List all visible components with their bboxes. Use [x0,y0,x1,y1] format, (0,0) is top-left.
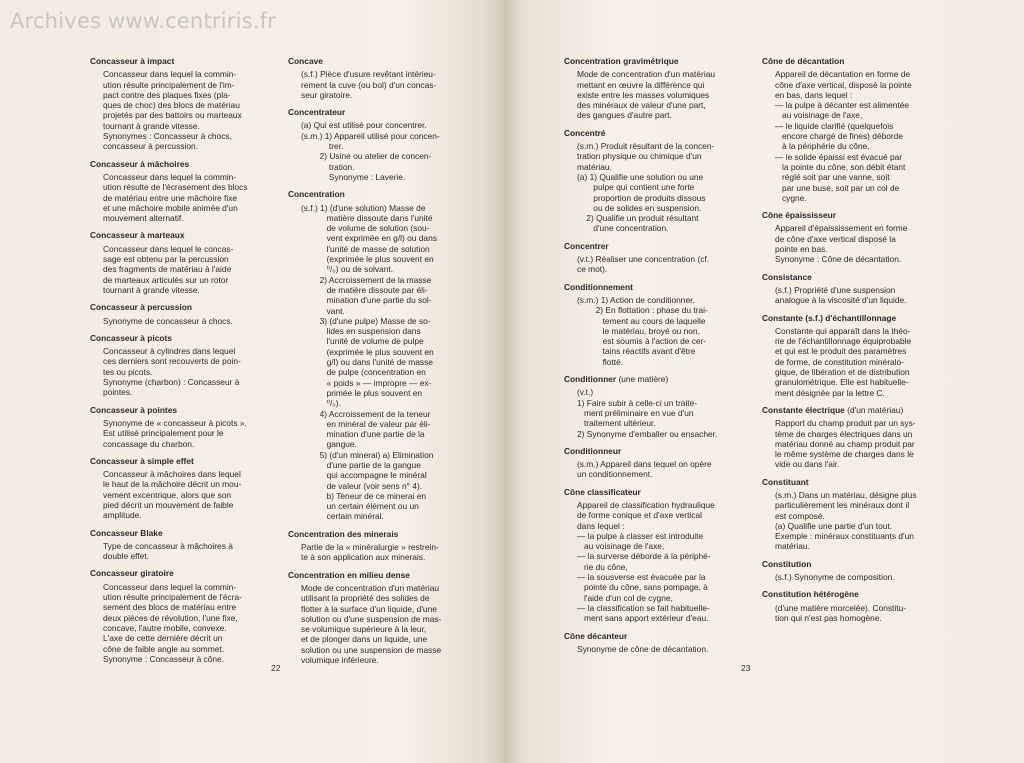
glossary-entry [762,405,942,470]
entry-line: ment désignée par la lettre C. [775,387,885,398]
entry-line: Synonyme de concasseur à chocs. [103,315,233,326]
entry-line: g/l) ou dans l'unité de masse [301,357,433,368]
entry-line: gique, de libération et de distribution [775,367,910,378]
entry-line: vant. [301,305,345,316]
entry-term: Concasseur à picots [90,332,172,343]
entry-line: en bas, dans lequel : [775,89,853,100]
entry-line: 2) Usine ou atelier de concen- [301,151,432,162]
glossary-entry [288,189,468,522]
glossary-entry [288,529,468,563]
entry-line: Synonyme de « concasseur à picots ». [103,417,247,428]
entry-line: dans lequel : [577,520,625,531]
entry-line: (s.m.) Appareil dans lequel on opère [577,459,712,470]
entry-line: Synonyme (charbon) : Concasseur à [103,377,240,388]
entry-line: trer. [301,141,344,152]
entry-line: (d'une matière morcelée). Constitu- [775,602,906,613]
entry-line: Exemple : minéraux constituants d'un [775,531,914,542]
entry-term: Concasseur à impact [90,56,175,66]
entry-line: Concasseur à cylindres dans lequel [103,346,236,357]
entry-line: proportion de produits dissous [577,192,706,203]
entry-line: en minéral de valeur par éli- [301,418,431,429]
entry-line: se volumique supérieure à la leur, [301,624,427,635]
entry-line: au voisinage de l'axe, [775,110,863,121]
entry-line: l'unité de masse de solution [301,243,430,254]
entry-line: (s.m.) Produit résultant de la concen- [577,141,715,152]
entry-line: pointe du cône, sans pompage, à [577,582,708,593]
entry-line: tains réactifs avant d'être [577,346,696,357]
entry-line: (s.m.) 1) Action de conditionner. [577,294,695,305]
entry-line: 4) Accroissement de la teneur [301,408,431,419]
entry-term: Concasseur giratoire [90,568,174,579]
entry-line: (exprimée le plus souvent en [301,254,434,265]
entry-line: et une mâchoire mobile animée d'un [103,202,238,213]
entry-line: Rapport du champ produit par un sys- [775,418,916,429]
entry-line: vide ou dans l'air. [775,459,840,470]
entry-line: un conditionnement. [577,469,653,480]
entry-line: — le liquide clarifié (quelquefois [775,120,894,131]
entry-line: est soumis à l'action de cer- [577,336,707,347]
entry-line: de forme, de constitution minéralo- [775,356,904,367]
entry-line: ution résulte principalement de l'im- [103,79,235,90]
entry-line: de marteaux articulés sur un rotor [103,274,229,285]
entry-line: 5) (d'un minerai) a) Elimination [301,449,434,460]
entry-line: 1) Faire subir à celle-ci un traite- [577,397,698,408]
entry-term: Cône classificateur [564,486,641,497]
entry-line: 2) Accroissement de la masse [301,274,432,285]
entry-line: et qui est le produit des paramètres [775,346,907,357]
entry-line: — la classification se fait habituelle- [577,602,710,613]
entry-line: le matériau, broyé ou non, [577,325,700,336]
watermark: Archives www.centriris.fr [10,9,277,33]
glossary-entry [288,107,468,182]
right-page [504,0,1024,763]
entry-term: Concentrateur [288,107,346,118]
entry-line: de volume de solution (sou- [301,223,430,234]
entry-line: Appareil de décantation en forme de [775,69,911,80]
entry-line: deux pièces de révolution, l'une fixe, [103,612,238,623]
entry-line: concave, l'autre mobile, convexe. [103,622,227,633]
entry-term-note: (d'un matériau) [847,404,904,415]
entry-line: Est utilisé principalement pour le [103,428,224,439]
entry-line: Concasseur dans lequel le concas- [103,243,234,254]
entry-line: et de plonger dans un liquide, une [301,634,428,645]
entry-line: ment sans apport extérieur d'eau. [577,613,709,624]
glossary-entry [90,456,268,521]
entry-line: des gangues d'autre part. [577,110,672,121]
entry-line: traitement ultérieur. [577,418,656,429]
entry-line: — la pulpe à classer est introduite [577,530,704,541]
entry-line: ution résulte principalement de l'écra- [103,592,242,603]
entry-line: au voisinage de l'axe, [577,541,665,552]
entry-line: de matière dissoute par éli- [301,284,428,295]
entry-line: 2) En flottation : phase du trai- [577,305,708,316]
glossary-entry [564,631,742,655]
entry-line: rement la cuve (ou bol) d'un concas- [301,79,437,90]
entry-line: tournant à grande vitesse. [103,120,200,131]
right-column-2 [762,56,942,630]
entry-line: réglé soit par une vanne, soit [775,172,890,183]
entry-line: tration. [301,161,355,172]
entry-term: Concasseur à simple effet [90,455,194,466]
left-column-2 [288,56,468,672]
entry-line: vent exprimée en g/l) ou dans [301,233,437,244]
entry-term: Conditionneur [564,445,622,456]
entry-line: (s.f.) Propriété d'une suspension [775,284,896,295]
page-number-left: 22 [271,663,281,673]
entry-line: Synonyme de cône de décantation. [577,643,709,654]
glossary-entry [90,159,268,224]
entry-line: Constante qui apparaît dans la théo- [775,325,911,336]
entry-line: (s.m.) 1) Appareil utilisé pour concen- [301,130,440,141]
entry-line: Synonyme : Cône de décantation. [775,254,902,265]
entry-term: Cône décanteur [564,630,628,641]
entry-line: la pointe du cône, son débit étant [775,161,906,172]
entry-line: tème de charges électriques dans un [775,428,913,439]
entry-line: l'unité de volume de pulpe [301,336,424,347]
entry-line: L'axe de cette dernière décrit un [103,633,223,644]
entry-line: (v.t.) Réaliser une concentration (cf. [577,254,710,265]
entry-line: cône de faible angle au sommet. [103,643,225,654]
entry-line: un certain élément ou un [301,501,419,512]
entry-line: primée le plus souvent en [301,387,423,398]
entry-term: Cône de décantation [762,56,845,66]
entry-line: Concasseur dans lequel la commin- [103,171,237,182]
entry-line: à la périphérie du cône, [775,141,870,152]
entry-term: Constituant [762,476,809,487]
entry-line: concasseur à percussion. [103,141,198,152]
entry-line: existe entre les masses volumiques [577,89,710,100]
entry-line: mettant en œuvre la différence qui [577,79,705,90]
entry-line: te à son application aux minerais. [301,552,426,563]
entry-line: matière dissoute dans l'unité [301,212,433,223]
glossary-entry [90,302,268,326]
entry-line: rie du cône, [577,561,628,572]
glossary-entry [564,56,742,121]
glossary-entry [762,313,942,398]
entry-line: ce mot). [577,264,608,275]
entry-line: le même système de charges dans le [775,449,914,460]
entry-line: ces derniers sont recouverts de poin- [103,356,241,367]
entry-line: — le solide épaissi est évacué par [775,151,903,162]
entry-line: tes ou picots. [103,366,153,377]
entry-term: Concentration en milieu dense [288,569,410,580]
entry-line: — la surverse déborde à la périphé- [577,551,711,562]
entry-line: l'aide d'un col de cygne, [577,592,673,603]
entry-line: « poids » — impropre — ex- [301,377,432,388]
entry-line: flotter à la surface d'un liquide, d'une [301,603,437,614]
entry-line: de forme conique et d'axe vertical [577,510,702,521]
entry-line: ques de choc) des blocs de matériau [103,100,240,111]
entry-line: solution ou d'une suspension de mas- [301,613,442,624]
entry-line: tournant à grande vitesse. [103,284,200,295]
entry-line: seur giratoire. [301,89,353,100]
glossary-entry [90,405,268,449]
entry-line: flotté. [577,356,624,367]
entry-line: (s.f.) Pièce d'usure revêtant intérieu- [301,69,436,80]
entry-line: des fragments de matériau à l'aide [103,264,232,275]
entry-line: (v.t.) [577,387,594,398]
glossary-entry [762,477,942,552]
entry-line: mination d'une partie de la [301,429,425,440]
entry-line: utilisant la propriété des solides de [301,593,430,604]
entry-line: analogue à la viscosité d'un liquide. [775,295,907,306]
entry-line: ment préliminaire en vue d'un [577,407,694,418]
entry-line: certain minéral. [301,511,384,522]
entry-line: cygne. [775,192,807,203]
entry-line: ⁰/₀) ou de solvant. [301,264,394,275]
entry-line: (exprimée le plus souvent en [301,346,434,357]
glossary-entry [762,589,942,623]
entry-line: vement excentrique, alors que son [103,489,232,500]
glossary-entry [90,568,268,664]
entry-line: Synonymes : Concasseur à chocs, [103,131,232,142]
entry-line: cône d'axe vertical, disposé la pointe [775,79,912,90]
entry-line: de valeur (voir sens n° 4). [301,480,423,491]
glossary-entry [564,487,742,624]
glossary-entry [762,56,942,203]
entry-line: 3) (d'une pulpe) Masse de so- [301,315,431,326]
entry-line: le haut de la mâchoire décrit un mou- [103,479,242,490]
entry-line: ou de solides en suspension. [577,202,702,213]
entry-line: projetés par des battoirs ou marteaux [103,110,242,121]
entry-line: Mode de concentration d'un matériau [577,69,716,80]
entry-line: — la sousverse est évacuée par la [577,572,706,583]
entry-term: Concasseur Blake [90,527,163,538]
entry-line: Type de concasseur à mâchoires à [103,540,233,551]
glossary-entry [564,374,742,439]
entry-line: pointe en bas. [775,244,828,255]
entry-term-note: (une matière) [618,374,669,385]
entry-line: Concasseur dans lequel la commin- [103,69,237,80]
entry-line: (s.m.) Dans un matériau, désigne plus [775,489,917,500]
entry-term: Concentré [564,127,606,138]
entry-line: b) Teneur de ce minerai en [301,490,427,501]
entry-line: (a) 1) Qualifie une solution ou une [577,171,704,182]
entry-line: mination d'une partie du sol- [301,295,432,306]
entry-line: mouvement alternatif. [103,213,184,224]
entry-line: par une buse, soit par un col de [775,182,900,193]
entry-line: — la pulpe à décanter est alimentée [775,100,910,111]
entry-term: Conditionnement [564,281,633,292]
entry-line: des minéraux de valeur d'une part, [577,100,706,111]
entry-term: Concasseur à percussion [90,302,192,313]
entry-term: Concasseur à pointes [90,404,178,415]
entry-line: lides en suspension dans [301,326,421,337]
entry-term: Concentrer [564,240,609,251]
entry-line: pulpe qui contient une forte [577,182,695,193]
entry-term: Concentration gravimétrique [564,56,679,66]
entry-line: (s.f.) Synonyme de composition. [775,572,895,583]
entry-line: Concasseur dans lequel la commin- [103,581,237,592]
glossary-entry [564,446,742,480]
entry-term: Constante (s.f.) d'échantillonnage [762,312,897,323]
entry-line: concassage du charbon. [103,438,195,449]
entry-term: Cône épaississeur [762,210,837,221]
entry-line: est composé. [775,510,825,521]
entry-line: ⁰/₀). [301,398,341,409]
entry-line: matériau. [775,541,810,552]
entry-term: Consistance [762,271,812,282]
page-number-right: 23 [741,663,751,673]
entry-line: Appareil d'épaississement en forme [775,223,908,234]
entry-line: matériau donné au champ produit par [775,438,915,449]
entry-line: pied décrit un mouvement de faible [103,499,234,510]
entry-line: Mode de concentration d'un matériau [301,582,440,593]
entry-line: pointes. [103,387,133,398]
entry-line: 2) Qualifie un produit résultant [577,213,699,224]
entry-line: Partie de la « minéralurgie » restrein- [301,542,439,553]
entry-line: (s.f.) 1) (d'une solution) Masse de [301,202,426,213]
entry-line: (a) Qui est utilisé pour concentrer. [301,120,427,131]
entry-line: ution résulte de l'écrasement des blocs [103,182,248,193]
entry-line: tion qui n'est pas homogène. [775,612,882,623]
glossary-entry [762,272,942,306]
entry-term: Constitution [762,558,812,569]
entry-line: de cône d'axe vertical disposé la [775,233,896,244]
glossary-entry [564,282,742,367]
entry-line: pact contre des plaques fixes (pla- [103,89,231,100]
glossary-entry [288,570,468,666]
entry-term: Conditionner (une matière) [564,374,669,385]
glossary-entry [564,128,742,234]
entry-line: Appareil de classification hydraulique [577,499,715,510]
entry-term: Concasseur à mâchoires [90,158,190,169]
entry-term: Concentration [288,189,345,200]
entry-line: d'une partie de la gangue [301,459,421,470]
entry-line: matériau. [577,161,612,172]
glossary-entry [90,56,268,152]
glossary-entry [90,230,268,295]
entry-line: solution ou une suspension de masse [301,644,442,655]
left-column-1 [90,56,268,671]
entry-line: particulièrement les minéraux dont il [775,500,910,511]
glossary-entry [762,559,942,583]
right-column-1 [564,56,742,661]
entry-line: Synonyme : Concasseur à cône. [103,653,225,664]
glossary-entry [90,528,268,562]
entry-line: qui accompagne le minéral [301,470,427,481]
entry-term: Concasseur à marteaux [90,230,185,241]
entry-line: granulométrique. Elle est habituelle- [775,377,909,388]
entry-line: Synonyme : Laverie. [301,171,406,182]
entry-line: 2) Synonyme d'emballer ou ensacher. [577,428,718,439]
entry-line: double effet. [103,551,149,562]
entry-term: Concentration des minerais [288,528,399,539]
entry-line: Concasseur à mâchoires dans lequel [103,469,241,480]
glossary-entry [564,241,742,275]
entry-line: de pulpe (concentration en [301,367,426,378]
left-page [0,0,504,763]
entry-line: tration physique ou chimique d'un [577,151,702,162]
entry-term: Concave [288,56,323,66]
entry-line: rie de l'échantillonnage équiprobable [775,336,912,347]
entry-line: amplitude. [103,510,142,521]
entry-term: Constitution hétérogène [762,589,859,600]
glossary-entry [762,210,942,264]
glossary-entry [288,56,468,100]
entry-line: de matériau entre une mâchoire fixe [103,192,238,203]
entry-line: tement au cours de laquelle [577,315,706,326]
entry-line: encore chargé de fines) déborde [775,131,904,142]
entry-line: gangue. [301,439,357,450]
entry-line: sage est obtenu par la percussion [103,254,229,265]
entry-line: (a) Qualifie une partie d'un tout. [775,520,893,531]
entry-line: volumique inférieure. [301,655,379,666]
entry-line: sement des blocs de matériau entre [103,602,237,613]
entry-term: Constante électrique (d'un matériau) [762,404,904,415]
glossary-entry [90,333,268,398]
entry-line: d'une concentration. [577,223,669,234]
